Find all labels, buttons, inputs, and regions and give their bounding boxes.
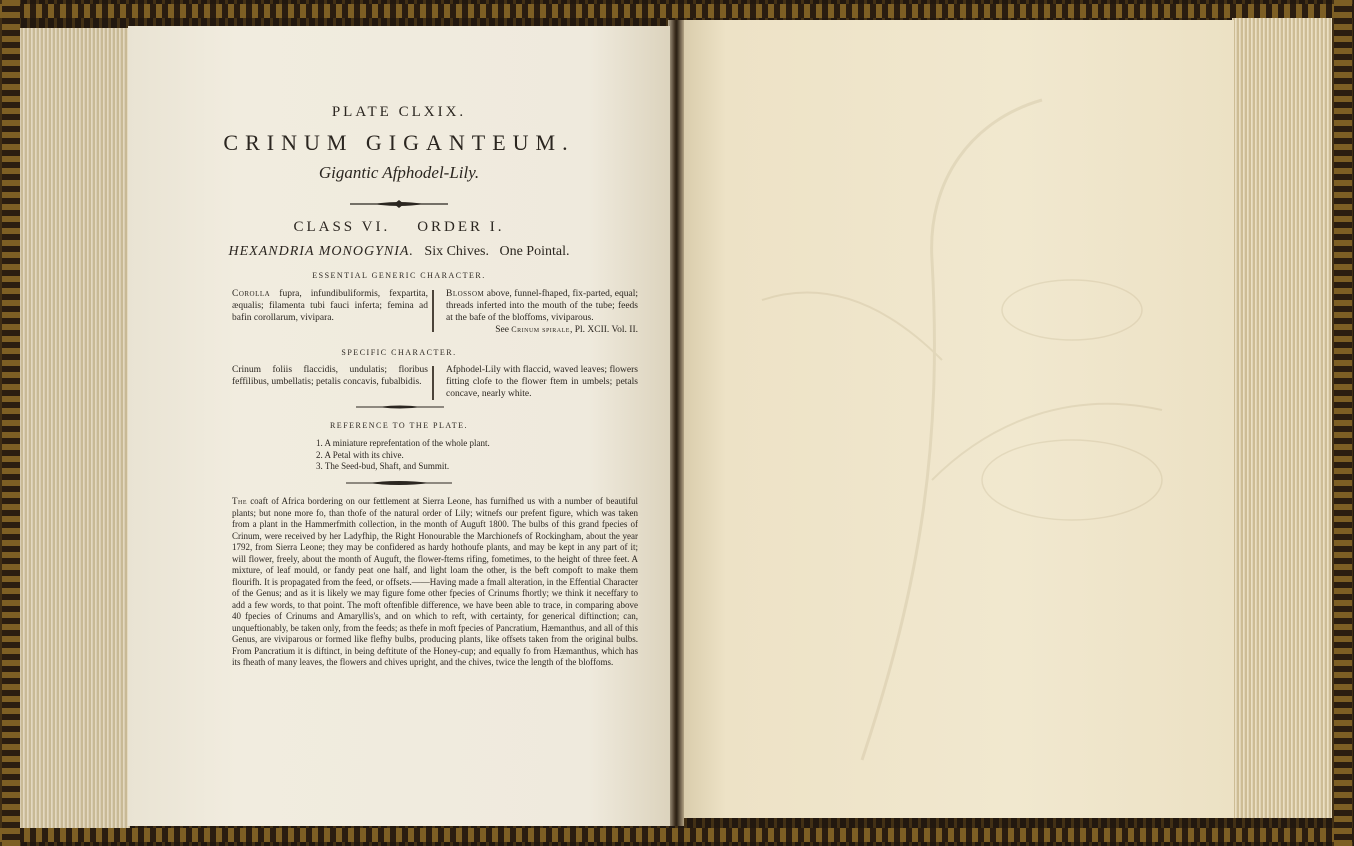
essential-latin (232, 288, 428, 324)
essential-english-text: above, funnel-fhaped, fix-parted, equal; threads inferted into the mouth of the tube; feeds at the bafe of the bloffoms, viviparous. (446, 289, 638, 323)
essential-latin-lead: Corolla (232, 289, 271, 299)
bleed-through-illustration (742, 60, 1212, 780)
body-lead: The (232, 496, 247, 506)
essential-latin-text: fupra, infundibuliformis, fexpartita, æqualis; filamenta tubi fauci inferta; femina ad bafin corollarum, vivipara. (232, 289, 428, 323)
reference-heading: REFERENCE TO THE PLATE. (329, 421, 469, 430)
right-page-blank (682, 20, 1234, 818)
page-edges-right (1232, 18, 1332, 818)
see-prefix: See (495, 325, 512, 335)
gilt-border-right (1334, 0, 1352, 846)
gilt-border-bottom (0, 828, 1354, 842)
common-name: Gigantic Afphodel-Lily. (318, 163, 480, 182)
class-order: CLASS VI. ORDER I. (293, 219, 505, 235)
list-item: 1. A miniature reprefentation of the whole plant. (316, 438, 490, 448)
plate-number: PLATE CLXIX. (331, 104, 467, 120)
specific-heading: SPECIFIC CHARACTER. (341, 348, 457, 357)
gilt-border-left (2, 0, 20, 846)
ornamental-rule (128, 401, 670, 413)
specific-latin: Crinum foliis flaccidis, undulatis; floribus feffilibus, umbellatis; petalis concavis, fubalbidis. (232, 365, 428, 387)
left-page (128, 26, 670, 826)
page-edges-left (20, 28, 130, 828)
see-name: Crinum spirale (511, 325, 570, 334)
system-line (128, 244, 670, 260)
see-suffix: , Pl. XCII. Vol. II. (569, 325, 638, 335)
gilt-border-top (0, 4, 1354, 18)
book-gutter (668, 20, 684, 826)
column-divider (432, 290, 434, 332)
list-item: 2. A Petal with its chive. (316, 449, 404, 460)
page-title: CRINUM GIGANTEUM. (223, 130, 575, 155)
reference-list (316, 438, 616, 473)
column-divider (432, 366, 434, 400)
system-gloss: Six Chives. One Pointal. (424, 244, 570, 259)
essential-english-lead: Blossom (446, 289, 485, 299)
list-item: 3. The Seed-bud, Shaft, and Summit. (316, 461, 450, 471)
specific-english: Afphodel-Lily with flaccid, waved leaves; flowers fitting clofe to the flower ftem in umbels; petals concave, nearly white. (446, 365, 638, 399)
system-name: HEXANDRIA MONOGYNIA. (228, 244, 414, 259)
essential-english (446, 288, 638, 336)
body-paragraph (232, 496, 638, 669)
essential-heading: ESSENTIAL GENERIC CHARACTER. (312, 271, 486, 280)
ornamental-rule (128, 478, 670, 488)
ornamental-rule (128, 198, 670, 210)
essential-see-ref (446, 324, 638, 336)
body-text: coaft of Africa bordering on our fettlement at Sierra Leone, has furnifhed us with a number of beautiful plants; but none more fo, than thofe of the natural order of Lily; witnefs our prefent figure, which was taken from a plant in the Hammerfmith collection, in the month of Auguft 1800. The bulbs of this grand fpecies of Crinum, were received by her Ladyfhip, the Right Honourable the Marchionefs of Rockingham, about the year 1792, from Sierra Leone; they may be confidered as hardy hothoufe plants, and may be kept in any part of it; will flower, freely, about the month of Auguft, the flower-ftems rifing, fometimes, to the height of three feet. A mixture, of leaf mould, or fandy peat one half, and light loam the other, is the beft compoft to make them flourifh. It is propagated from the feed, or offsets.——Having made a fmall alteration, in the Effential Character of the Genus; and as it is likely we may figure fome other fpecies of Crinums fhortly; we think it neceffary to add a few words, to that point. The moft oftenfible difference, we have been able to trace, in comparing above 40 fpecies of Crinums and Amaryllis's, and on which to reft, with certainty, for generical diftinction; can, unqueftionably, be taken only, from the feeds; as thefe in moft fpecies of Pancratium, Hæmanthus, and all of this Genus, are viviparous or formed like flefhy bulbs, producing plants, like offsets taken from the original bulbs. From Pancratium it is diftinct, in being deftitute of the Honey-cup; and equally fo from Hæmanthus, which has its fheath of many leaves, the flowers and chives upright, and the chives, twice the length of the bloffoms. (232, 496, 638, 667)
